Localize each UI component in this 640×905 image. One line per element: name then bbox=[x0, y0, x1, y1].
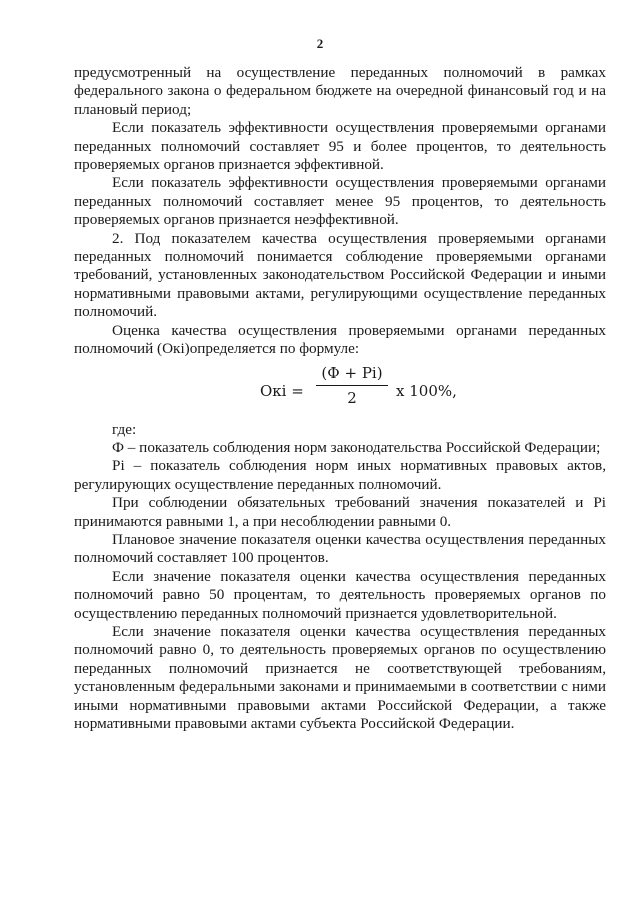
paragraph-indicator-f: Ф – показатель соблюдения норм законодательства Российской Федерации; bbox=[112, 438, 601, 456]
formula-fraction bbox=[312, 363, 392, 408]
paragraph-indicator-values: При соблюдении обязательных требований значения показателей и Pi принимаются равными 1, а при несоблюдении равными 0. bbox=[74, 494, 606, 530]
formula-lhs: Oкi = bbox=[260, 381, 304, 400]
paragraph-nonconforming: Если значение показателя оценки качества осуществления переданных полномочий равно 0, то деятельность проверяемых органов по осуществлению переданных полномочий признается не соответствующей требованиям, установленным федеральными законами и принимаемыми в соответствии с ними иными нормативными правовыми актами Российской Федерации, а также нормативными правовыми актами субъекта Российской Федерации. bbox=[74, 622, 606, 732]
quality-formula bbox=[74, 363, 606, 417]
paragraph-planned-value: Плановое значение показателя оценки качества осуществления переданных полномочий составляет 100 процентов. bbox=[74, 530, 606, 567]
paragraph-satisfactory: Если значение показателя оценки качества осуществления переданных полномочий равно 50 процентам, то деятельность проверяемых органов по осуществлению переданных полномочий признается удовлетворительной. bbox=[74, 567, 606, 622]
paragraph-quality-definition: 2. Под показателем качества осуществления проверяемыми органами переданных полномочий понимается соблюдение проверяемыми органами требований, установленных законодательством Российской Федерации и иными нормативными правовыми актами, регулирующими осуществление переданных полномочий. bbox=[74, 229, 606, 321]
formula-rhs: x 100%, bbox=[396, 381, 457, 400]
formula-fraction-bar bbox=[316, 385, 388, 386]
where-label: где: bbox=[112, 420, 137, 438]
formula-numerator: (Ф + Pi) bbox=[321, 363, 383, 382]
paragraph-indicator-pi: Pi – показатель соблюдения норм иных нормативных правовых актов, регулирующих осуществление переданных полномочий. bbox=[74, 457, 606, 493]
document-body bbox=[74, 64, 606, 733]
paragraph-quality-formula-intro: Оценка качества осуществления проверяемыми органами переданных полномочий (Oкi)определяется по формуле: bbox=[74, 321, 606, 358]
paragraph-continuation: предусмотренный на осуществление переданных полномочий в рамках федерального закона о федеральном бюджете на очередной финансовый год и на плановый период; bbox=[74, 64, 606, 118]
formula-denominator: 2 bbox=[347, 388, 357, 407]
paragraph-effective: Если показатель эффективности осуществления проверяемыми органами переданных полномочий составляет 95 и более процентов, то деятельность проверяемых органов признается эффективной. bbox=[74, 119, 606, 174]
page-number: 2 bbox=[316, 36, 324, 51]
paragraph-ineffective: Если показатель эффективности осуществления проверяемыми органами переданных полномочий составляет менее 95 процентов, то деятельность проверяемых органов признается неэффективной. bbox=[74, 174, 606, 229]
